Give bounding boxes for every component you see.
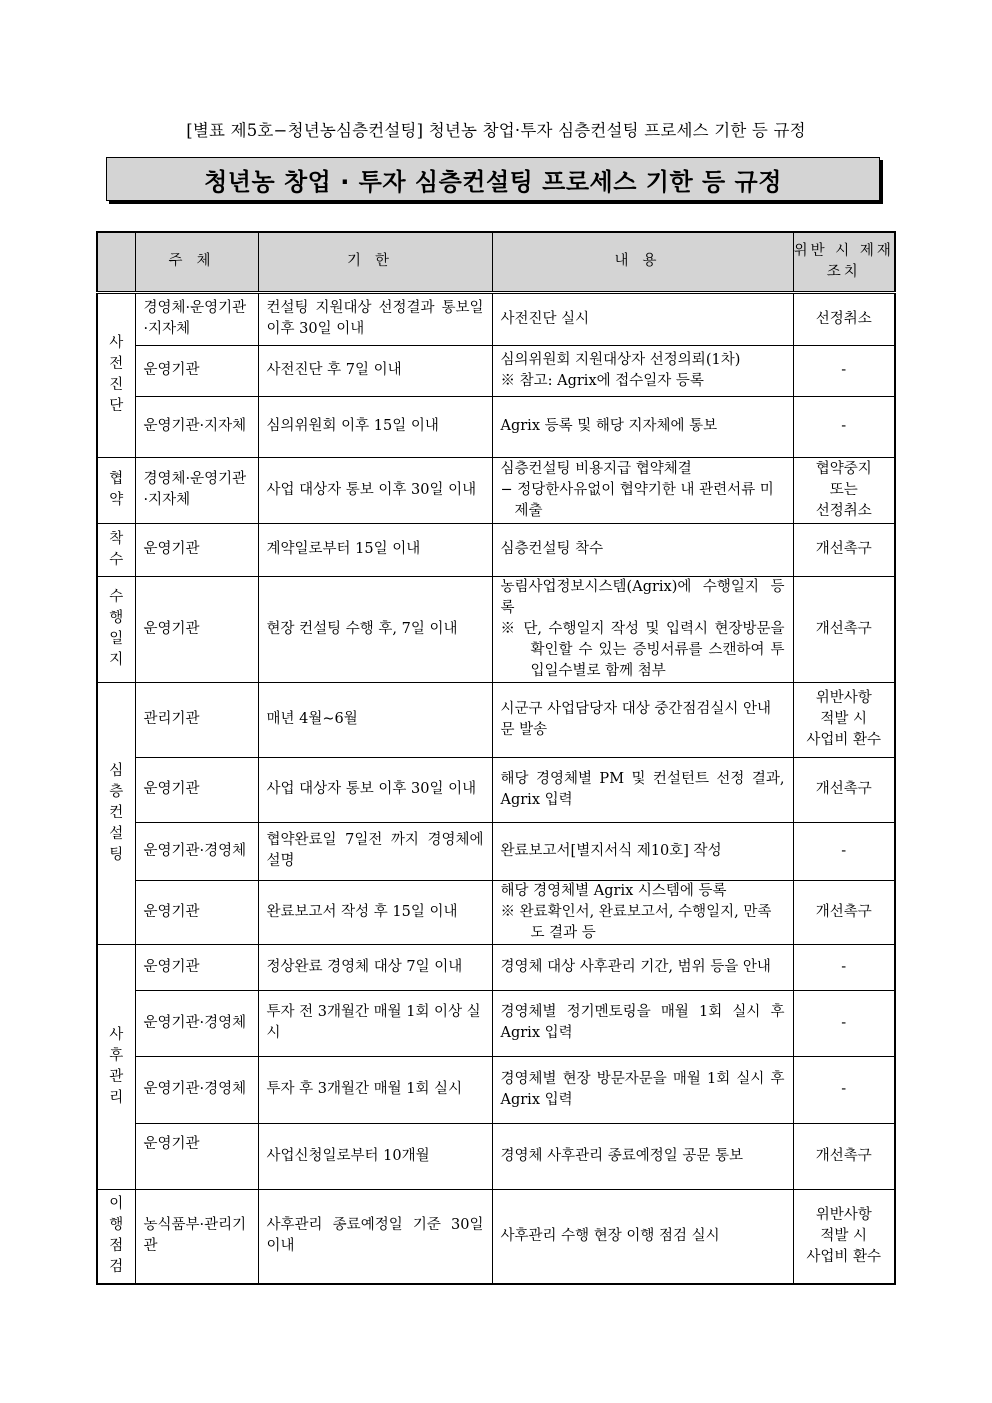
row-penalty: - [793, 345, 895, 396]
row-penalty: - [793, 990, 895, 1056]
row-content: 경영체별 정기멘토링을 매월 1회 실시 후 Agrix 입력 [492, 990, 793, 1056]
row-deadline: 컨설팅 지원대상 선정결과 통보일 이후 30일 이내 [258, 292, 492, 345]
row-penalty: 개선촉구 [793, 1123, 895, 1189]
header-phase [97, 232, 135, 292]
row-deadline: 심의위원회 이후 15일 이내 [258, 396, 492, 457]
phase-start: 착 수 [97, 523, 135, 576]
process-deadline-table [96, 231, 896, 1285]
row-penalty: - [793, 822, 895, 880]
row-content-cell [492, 576, 793, 682]
row-content: 경영체별 현장 방문자문을 매월 1회 실시 후 Agrix 입력 [492, 1056, 793, 1123]
header-deadline: 기한 [258, 232, 492, 292]
row-subject: 경영체·운영기관·지자체 [135, 292, 258, 345]
row-content: 심층컨설팅 착수 [492, 523, 793, 576]
row-subject: 운영기관 [135, 345, 258, 396]
row-penalty: 개선촉구 [793, 523, 895, 576]
row-subject: 운영기관·경영체 [135, 990, 258, 1056]
table-row [97, 1123, 895, 1189]
row-deadline: 매년 4월∼6월 [258, 682, 492, 757]
table-row [97, 1189, 895, 1284]
table-row [97, 523, 895, 576]
table-row [97, 990, 895, 1056]
row-content: 해당 경영체별 PM 및 컨설턴트 선정 결과, Agrix 입력 [492, 757, 793, 822]
document-subtitle: [별표 제5호−청년농심층컨설팅] 청년농 창업·투자 심층컨설팅 프로세스 기한 등 규정 [186, 121, 806, 140]
row-penalty: - [793, 944, 895, 990]
row-content: 경영체 대상 사후관리 기간, 범위 등을 안내 [492, 944, 793, 990]
row-content: 농림사업정보시스템(Agrix)에 수행일지 등록 [500, 578, 785, 616]
phase-in-depth-consulting: 심 층 컨 설 팅 [97, 682, 135, 944]
row-subject: 운영기관 [135, 880, 258, 944]
phase-compliance-check: 이 행 점 검 [97, 1189, 135, 1284]
header-content: 내용 [492, 232, 793, 292]
table-row [97, 576, 895, 682]
table-row [97, 457, 895, 523]
table-row [97, 880, 895, 944]
row-penalty: 위반사항 적발 시 사업비 환수 [793, 682, 895, 757]
row-content: 완료보고서[별지서식 제10호] 작성 [492, 822, 793, 880]
row-note: − 정당한사유없이 협약기한 내 관련서류 미제출 [500, 481, 774, 519]
table-row [97, 292, 895, 345]
row-penalty: - [793, 1056, 895, 1123]
phase-work-log: 수 행 일 지 [97, 576, 135, 682]
row-deadline: 사후관리 종료예정일 기준 30일 이내 [258, 1189, 492, 1284]
row-penalty: 개선촉구 [793, 576, 895, 682]
table-row [97, 757, 895, 822]
header-subject: 주체 [135, 232, 258, 292]
row-content: 사후관리 수행 현장 이행 점검 실시 [492, 1189, 793, 1284]
row-note: ※ 참고: Agrix에 접수일자 등록 [500, 372, 704, 389]
row-content-cell [492, 345, 793, 396]
row-deadline: 사업 대상자 통보 이후 30일 이내 [258, 457, 492, 523]
row-subject: 경영체·운영기관·지자체 [135, 457, 258, 523]
table-row [97, 1056, 895, 1123]
row-subject: 운영기관·경영체 [135, 822, 258, 880]
row-deadline: 계약일로부터 15일 이내 [258, 523, 492, 576]
row-note: ※ 완료확인서, 완료보고서, 수행일지, 만족도 결과 등 [500, 903, 772, 941]
row-deadline: 현장 컨설팅 수행 후, 7일 이내 [258, 576, 492, 682]
header-penalty: 위반 시 제재조치 [793, 232, 895, 292]
table-row [97, 822, 895, 880]
row-penalty: 위반사항 적발 시 사업비 환수 [793, 1189, 895, 1284]
phase-pre-diagnosis: 사 전 진 단 [97, 292, 135, 457]
row-note: ※ 단, 수행일지 작성 및 입력시 현장방문을 확인할 수 있는 증빙서류를 스캔하여 투입일수별로 함께 첨부 [500, 620, 785, 679]
row-penalty: 협약중지 또는 선정취소 [793, 457, 895, 523]
table-row [97, 345, 895, 396]
row-deadline: 사업신청일로부터 10개월 [258, 1123, 492, 1189]
row-content: 사전진단 실시 [492, 292, 793, 345]
row-content: 해당 경영체별 Agrix 시스템에 등록 [500, 882, 727, 899]
row-deadline: 투자 후 3개월간 매월 1회 실시 [258, 1056, 492, 1123]
row-subject: 운영기관·지자체 [135, 396, 258, 457]
row-penalty: - [793, 396, 895, 457]
row-deadline: 사전진단 후 7일 이내 [258, 345, 492, 396]
row-penalty: 선정취소 [793, 292, 895, 345]
row-subject: 관리기관 [135, 682, 258, 757]
table-row [97, 682, 895, 757]
document-title: 청년농 창업 · 투자 심층컨설팅 프로세스 기한 등 규정 [106, 157, 880, 201]
row-penalty: 개선촉구 [793, 880, 895, 944]
row-subject: 운영기관·경영체 [135, 1056, 258, 1123]
table-row [97, 396, 895, 457]
row-subject: 운영기관 [135, 576, 258, 682]
row-deadline: 정상완료 경영체 대상 7일 이내 [258, 944, 492, 990]
phase-follow-up: 사 후 관 리 [97, 944, 135, 1189]
row-deadline: 투자 전 3개월간 매월 1회 이상 실시 [258, 990, 492, 1056]
phase-agreement: 협 약 [97, 457, 135, 523]
row-content: 시군구 사업담당자 대상 중간점검실시 안내문 발송 [492, 682, 793, 757]
row-penalty: 개선촉구 [793, 757, 895, 822]
row-deadline: 완료보고서 작성 후 15일 이내 [258, 880, 492, 944]
row-deadline: 협약완료일 7일전 까지 경영체에 설명 [258, 822, 492, 880]
row-subject: 운영기관 [135, 757, 258, 822]
row-subject: 농식품부·관리기관 [135, 1189, 258, 1284]
row-subject: 운영기관 [135, 944, 258, 990]
table-row [97, 944, 895, 990]
row-content-cell [492, 457, 793, 523]
table-header-row [97, 232, 895, 292]
row-content: 심의위원회 지원대상자 선정의뢰(1차) [500, 351, 741, 368]
row-content: 심층컨설팅 비용지급 협약체결 [500, 460, 692, 477]
row-subject: 운영기관 [135, 523, 258, 576]
row-deadline: 사업 대상자 통보 이후 30일 이내 [258, 757, 492, 822]
row-content: Agrix 등록 및 해당 지자체에 통보 [492, 396, 793, 457]
row-subject: 운영기관 [135, 1123, 258, 1189]
row-content-cell [492, 880, 793, 944]
row-content: 경영체 사후관리 종료예정일 공문 통보 [492, 1123, 793, 1189]
